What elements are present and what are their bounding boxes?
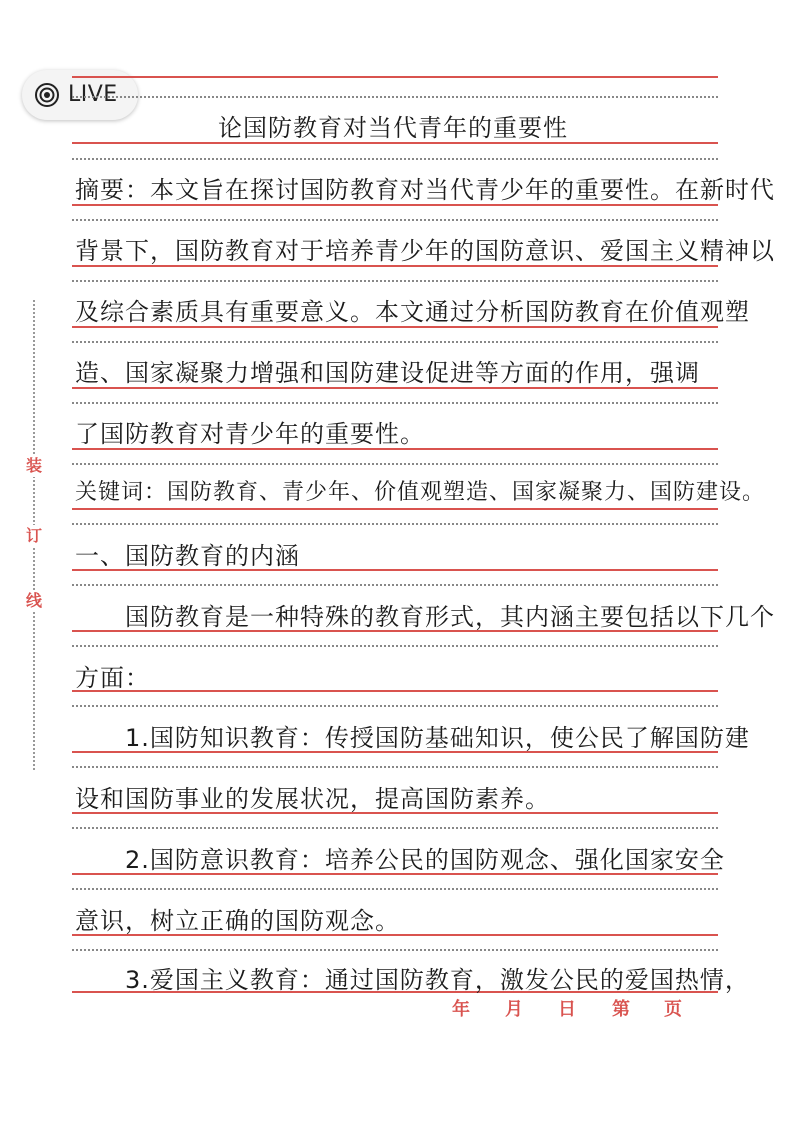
- rule-dotted: [72, 402, 718, 404]
- rule-dotted: [72, 158, 718, 160]
- essay-line: 2.国防意识教育：培养公民的国防观念、强化国家安全: [75, 846, 725, 874]
- rule-dotted: [72, 766, 718, 768]
- essay-line: 设和国防事业的发展状况，提高国防素养。: [75, 785, 550, 813]
- live-radio-icon: [34, 82, 60, 108]
- rule-dotted: [72, 523, 718, 525]
- footer-month: 月: [505, 999, 523, 1020]
- rule-dotted: [72, 888, 718, 890]
- rule-dotted: [72, 705, 718, 707]
- footer-page: 页: [664, 999, 682, 1020]
- essay-line: 意识，树立正确的国防观念。: [75, 907, 400, 935]
- footer-year: 年: [452, 999, 470, 1020]
- keywords-line: 关键词：国防教育、青少年、价值观塑造、国家凝聚力、国防建设。: [75, 480, 766, 505]
- rule-dotted: [72, 949, 718, 951]
- rule-red: [72, 508, 718, 510]
- rule-dotted: [72, 219, 718, 221]
- rule-red: [72, 690, 718, 692]
- footer-day: 日: [558, 999, 576, 1020]
- essay-line: 1.国防知识教育：传授国防基础知识，使公民了解国防建: [75, 724, 750, 752]
- rule-dotted: [72, 827, 718, 829]
- essay-line: 3.爱国主义教育：通过国防教育，激发公民的爱国热情，: [75, 966, 750, 994]
- essay-line: 了国防教育对青少年的重要性。: [75, 420, 425, 448]
- section-heading: 一、国防教育的内涵: [75, 542, 300, 570]
- essay-line: 摘要：本文旨在探讨国防教育对当代青少年的重要性。在新时代: [75, 176, 775, 204]
- rule-dotted: [72, 645, 718, 647]
- binding-char-zhuang: 装: [25, 456, 42, 475]
- essay-line: 及综合素质具有重要意义。本文通过分析国防教育在价值观塑: [75, 298, 750, 326]
- binding-char-xian: 线: [25, 591, 42, 610]
- footer-di: 第: [612, 999, 630, 1020]
- essay-title: 论国防教育对当代青年的重要性: [218, 114, 568, 142]
- rule-dotted: [72, 280, 718, 282]
- essay-line: 造、国家凝聚力增强和国防建设促进等方面的作用，强调: [75, 359, 700, 387]
- essay-line: 方面：: [75, 664, 150, 692]
- rule-dotted: [72, 463, 718, 465]
- rule-red: [72, 76, 718, 78]
- rule-dotted: [72, 96, 718, 98]
- rule-dotted: [72, 341, 718, 343]
- essay-line: 背景下，国防教育对于培养青少年的国防意识、爱国主义精神以: [75, 237, 775, 265]
- essay-line: 国防教育是一种特殊的教育形式，其内涵主要包括以下几个: [75, 603, 775, 631]
- live-label: LIVE: [68, 82, 118, 107]
- rule-dotted: [72, 584, 718, 586]
- binding-char-ding: 订: [25, 526, 42, 545]
